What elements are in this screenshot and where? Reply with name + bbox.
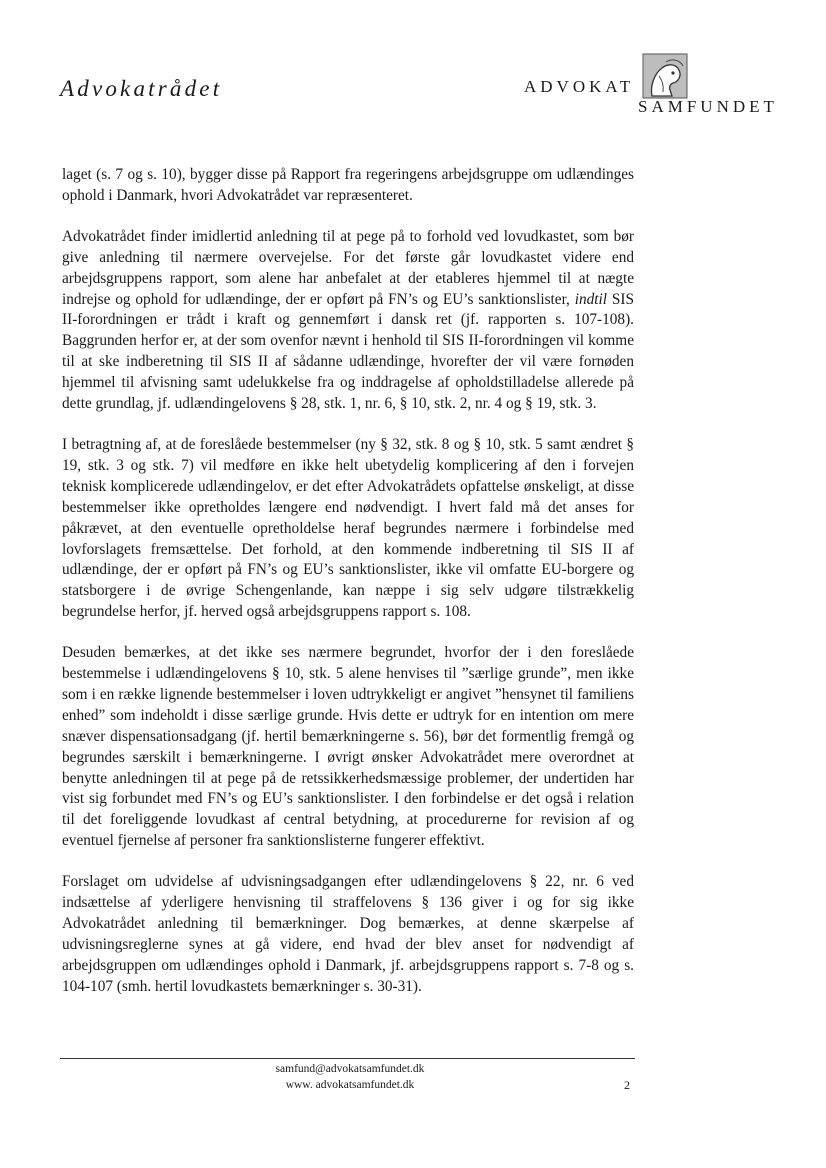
footer-divider [60, 1058, 635, 1059]
advokatsamfundet-logo [520, 52, 790, 122]
paragraph-2: Advokatrådet finder imidlertid anledning til at pege på to forhold ved lovudkastet, som bør give anledning til nærmere overvejelse. For det første går lovudkastet videre end arbejdsgruppens rapport, som alene har anbefalet at der etableres hjemmel til at nægte indrejse og ophold for udlændinge, der er opført på FN’s og EU’s sanktionslister, indtil SIS II-forordningen er trådt i kraft og gennemført i dansk ret (jf. rapporten s. 107-108). Baggrunden herfor er, at der som ovenfor nævnt i henhold til SIS II-forordningen vil komme til at ske indberetning til SIS II af sådanne udlændinge, hvorefter der vil være fornøden hjemmel til afvisning samt udelukkelse fra og inddragelse af opholdstilladelse allerede på dette grundlag, jf. udlændingelovens § 28, stk. 1, nr. 6, § 10, stk. 2, nr. 4 og § 19, stk. 3. [62, 227, 634, 413]
paragraph-5: Forslaget om udvidelse af udvisningsadgangen efter udlændingelovens § 22, nr. 6 ved indsættelse af yderligere henvisning til straffelovens § 136 giver i og for sig ikke Advokatrådet anledning til bemærkninger. Dog bemærkes, at denne skærpelse af udvisningsreglerne synes at gå videre, end hvad der blev anset for nødvendigt af arbejdsgruppen om udlændinges ophold i Danmark, jf. arbejdsgruppens rapport s. 7-8 og s. 104-107 (smh. hertil lovudkastets bemærkninger s. 30-31). [62, 873, 634, 995]
page-number: 2 [624, 1078, 630, 1092]
logo-emblem-icon [642, 52, 688, 100]
paragraph-1: laget (s. 7 og s. 10), bygger disse på Rapport fra regeringens arbejdsgruppe om udlændinges ophold i Danmark, hvori Advokatrådet var repræsenteret. [62, 166, 634, 204]
letter-body [62, 165, 634, 1018]
logo-text-bottom: SAMFUNDET [638, 97, 778, 116]
logo-text-top: ADVOKAT [524, 77, 635, 96]
paragraph-4: Desuden bemærkes, at det ikke ses nærmere begrundet, hvorfor der i den foreslåede bestemmelse i udlændingelovens § 10, stk. 5 alene henvises til ”særlige grunde”, men ikke som i en række lignende bestemmelser i loven udtrykkeligt er angivet ”hensynet til familiens enhed” som indeholdt i disse særlige grunde. Hvis dette er udtryk for en intention om mere snæver dispensationsadgang (jf. hertil bemærkningerne s. 56), bør det formentlig fremgå og begrundes særskilt i bemærkningerne. I øvrigt ønsker Advokatrådet mere overordnet at benytte anledningen til at pege på de retssikkerhedsmæssige problemer, der undertiden har vist sig forbundet med FN’s og EU’s sanktionslister. I den forbindelse er det også i relation til det foreliggende lovudkast af central betydning, at procedurerne for revision af og eventuel fjernelse af personer fra sanktionslisterne fungerer effektivt. [62, 644, 634, 850]
footer-website[interactable]: www. advokatsamfundet.dk [285, 1079, 415, 1091]
header-title: Advokatrådet [60, 76, 223, 101]
footer-email[interactable]: samfund@advokatsamfundet.dk [275, 1063, 425, 1075]
paragraph-3: I betragtning af, at de foreslåede bestemmelser (ny § 32, stk. 8 og § 10, stk. 5 samt ændret § 19, stk. 3 og stk. 7) vil medføre en ikke helt ubetydelig komplicering af den i forvejen teknisk komplicerede udlændingelov, er det efter Advokatrådets opfattelse ønskeligt, at disse bestemmelser ikke opretholdes længere end nødvendigt. I hvert fald må det anses for påkrævet, at den eventuelle opretholdelse heraf begrundes nærmere i forbindelse med lovforslagets fremsættelse. Det forhold, at den kommende indberetning til SIS II af udlændinge, der er opført på FN’s og EU’s sanktionslister, ikke vil omfatte EU-borgere og statsborgere i de øvrige Schengenlande, kan næppe i sig selv udgøre tilstrækkelig begrundelse herfor, jf. herved også arbejdsgruppens rapport s. 108. [62, 435, 634, 621]
emphasis-indtil: indtil [574, 290, 608, 308]
